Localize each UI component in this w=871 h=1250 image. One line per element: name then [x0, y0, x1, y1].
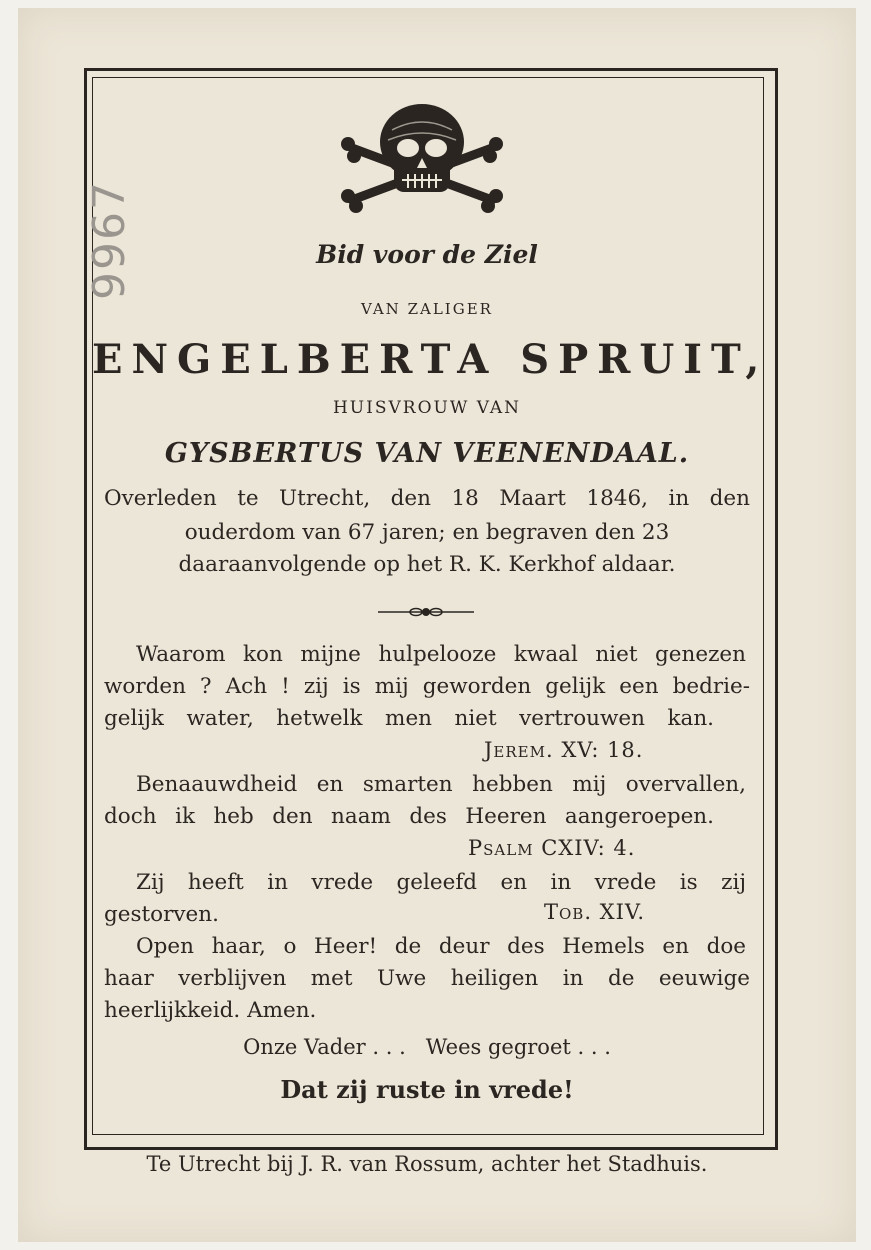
- scripture-reference: Psalm CXIV: 4.: [468, 836, 636, 860]
- rest-in-peace-line: Dat zij ruste in vrede!: [280, 1075, 574, 1104]
- verse-line: heerlijkkeid. Amen.: [104, 998, 317, 1023]
- verse-line: haar verblijven met Uwe heiligen in de eeuwige: [104, 966, 750, 991]
- death-notice-line: ouderdom van 67 jaren; en begraven den 23: [184, 520, 670, 545]
- prayers-line: Onze Vader . . . Wees gegroet . . .: [243, 1035, 611, 1059]
- skull-and-crossbones-icon: [338, 100, 506, 218]
- husband-name: GYSBERTUS VAN VEENENDAAL.: [164, 438, 690, 469]
- ornament-divider-icon: [376, 604, 476, 620]
- scripture-reference: Jerem. XV: 18.: [484, 738, 644, 762]
- verse-line: doch ik heb den naam des Heeren aangeroepen.: [104, 804, 714, 829]
- bid-voor-de-ziel-heading: Bid voor de Ziel: [316, 240, 538, 269]
- death-notice-line: Overleden te Utrecht, den 18 Maart 1846, in den: [104, 486, 750, 511]
- verse-line: Waarom kon mijne hulpelooze kwaal niet genezen: [136, 642, 746, 667]
- van-zaliger-label: VAN ZALIGER: [361, 300, 493, 318]
- death-notice-line: daaraanvolgende op het R. K. Kerkhof aldaar.: [178, 552, 676, 577]
- huisvrouw-label: HUISVROUW VAN: [332, 398, 521, 418]
- verse-line: gestorven.: [104, 902, 219, 927]
- verse-line: Benaauwdheid en smarten hebben mij overvallen,: [136, 772, 746, 797]
- verse-line: gelijk water, hetwelk men niet vertrouwen kan.: [104, 706, 714, 731]
- printer-imprint: Te Utrecht bij J. R. van Rossum, achter het Stadhuis.: [146, 1152, 708, 1176]
- verse-line: Zij heeft in vrede geleefd en in vrede is zij: [136, 870, 746, 895]
- verse-line: worden ? Ach ! zij is mij geworden gelijk een bedrie-: [104, 674, 750, 699]
- verse-line: Open haar, o Heer! de deur des Hemels en doe: [136, 934, 746, 959]
- handwritten-archive-number: 9967: [84, 180, 135, 300]
- scripture-reference: Tob. XIV.: [544, 900, 646, 924]
- deceased-name: ENGELBERTA SPRUIT,: [92, 336, 769, 383]
